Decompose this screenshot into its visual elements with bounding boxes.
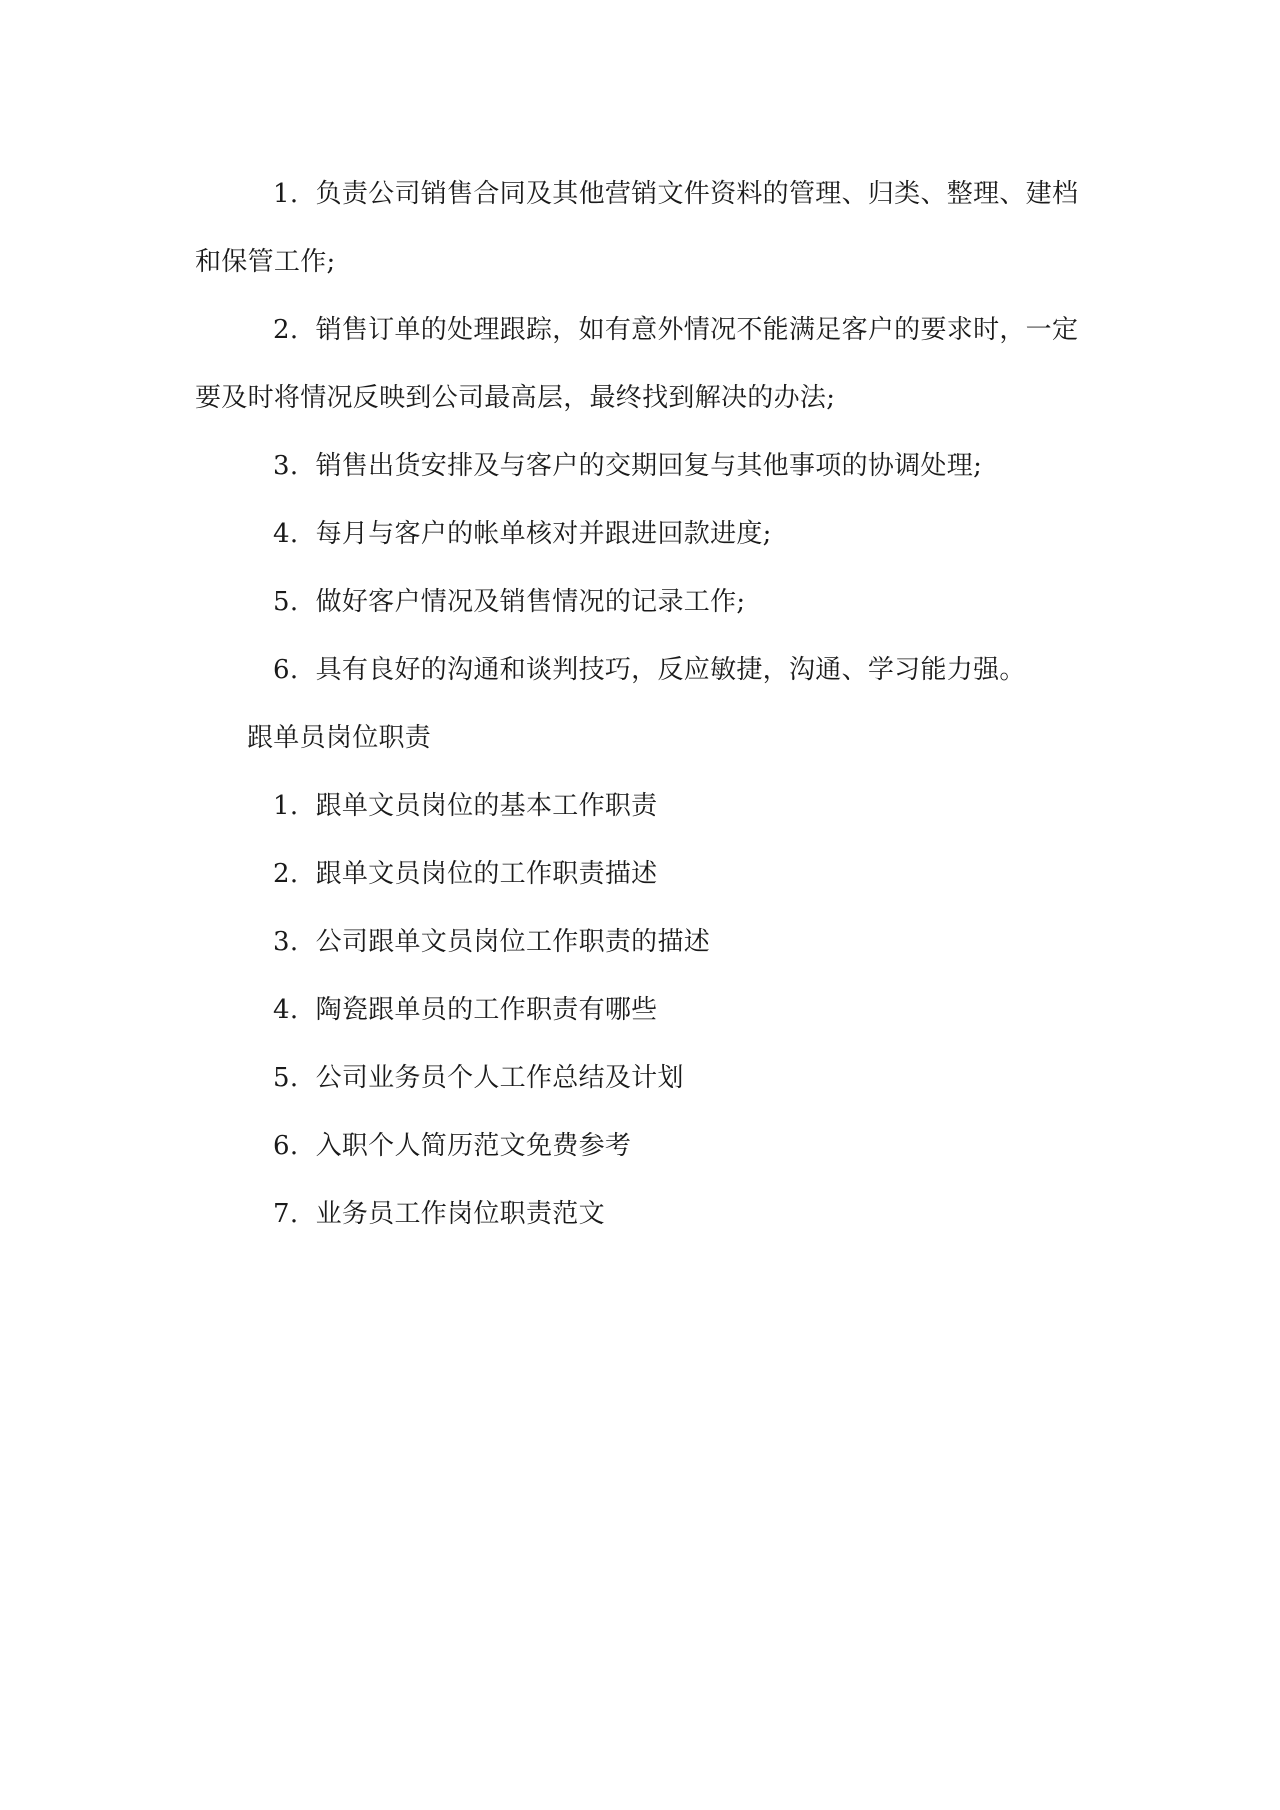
list-item: [195, 1044, 1095, 1112]
item-text: 公司跟单文员岗位工作职责的描述: [315, 927, 711, 957]
item-text: 公司业务员个人工作总结及计划: [315, 1063, 684, 1093]
item-text: 陶瓷跟单员的工作职责有哪些: [315, 995, 658, 1025]
item-number: 1.: [273, 791, 299, 821]
list-item: [195, 160, 1095, 296]
list-item: [195, 840, 1095, 908]
duties-list: [195, 160, 1095, 704]
item-number: 2.: [273, 859, 299, 889]
list-item: [195, 908, 1095, 976]
list-item: [195, 976, 1095, 1044]
item-number: 5.: [273, 1063, 299, 1093]
list-item: [195, 636, 1095, 704]
list-item: [195, 432, 1095, 500]
item-number: 6.: [273, 655, 299, 685]
item-text: 具有良好的沟通和谈判技巧，反应敏捷，沟通、学习能力强。: [315, 655, 1026, 685]
item-text: 做好客户情况及销售情况的记录工作;: [315, 587, 746, 617]
item-number: 5.: [273, 587, 299, 617]
item-text: 跟单文员岗位的工作职责描述: [315, 859, 658, 889]
item-number: 4.: [273, 519, 299, 549]
item-number: 2.: [273, 315, 299, 345]
document-body: [195, 160, 1095, 1248]
item-text: 跟单文员岗位的基本工作职责: [315, 791, 658, 821]
item-text: 负责公司销售合同及其他营销文件资料的管理、归类、整理、建档和保管工作;: [195, 179, 1079, 277]
item-text: 业务员工作岗位职责范文: [315, 1199, 605, 1229]
list-item: [195, 1180, 1095, 1248]
list-item: [195, 1112, 1095, 1180]
item-text: 每月与客户的帐单核对并跟进回款进度;: [315, 519, 772, 549]
list-item: [195, 296, 1095, 432]
item-number: 4.: [273, 995, 299, 1025]
item-number: 1.: [273, 179, 299, 209]
item-number: 3.: [273, 927, 299, 957]
item-number: 7.: [273, 1199, 299, 1229]
item-text: 入职个人简历范文免费参考: [315, 1131, 632, 1161]
item-text: 销售出货安排及与客户的交期回复与其他事项的协调处理;: [315, 451, 983, 481]
item-number: 6.: [273, 1131, 299, 1161]
list-item: [195, 772, 1095, 840]
section-heading: 跟单员岗位职责: [247, 723, 432, 753]
list-item: [195, 500, 1095, 568]
list-item: [195, 568, 1095, 636]
related-articles-list: [195, 772, 1095, 1248]
item-number: 3.: [273, 451, 299, 481]
item-text: 销售订单的处理跟踪，如有意外情况不能满足客户的要求时，一定要及时将情况反映到公司最高层，最终找到解决的办法;: [195, 315, 1079, 413]
